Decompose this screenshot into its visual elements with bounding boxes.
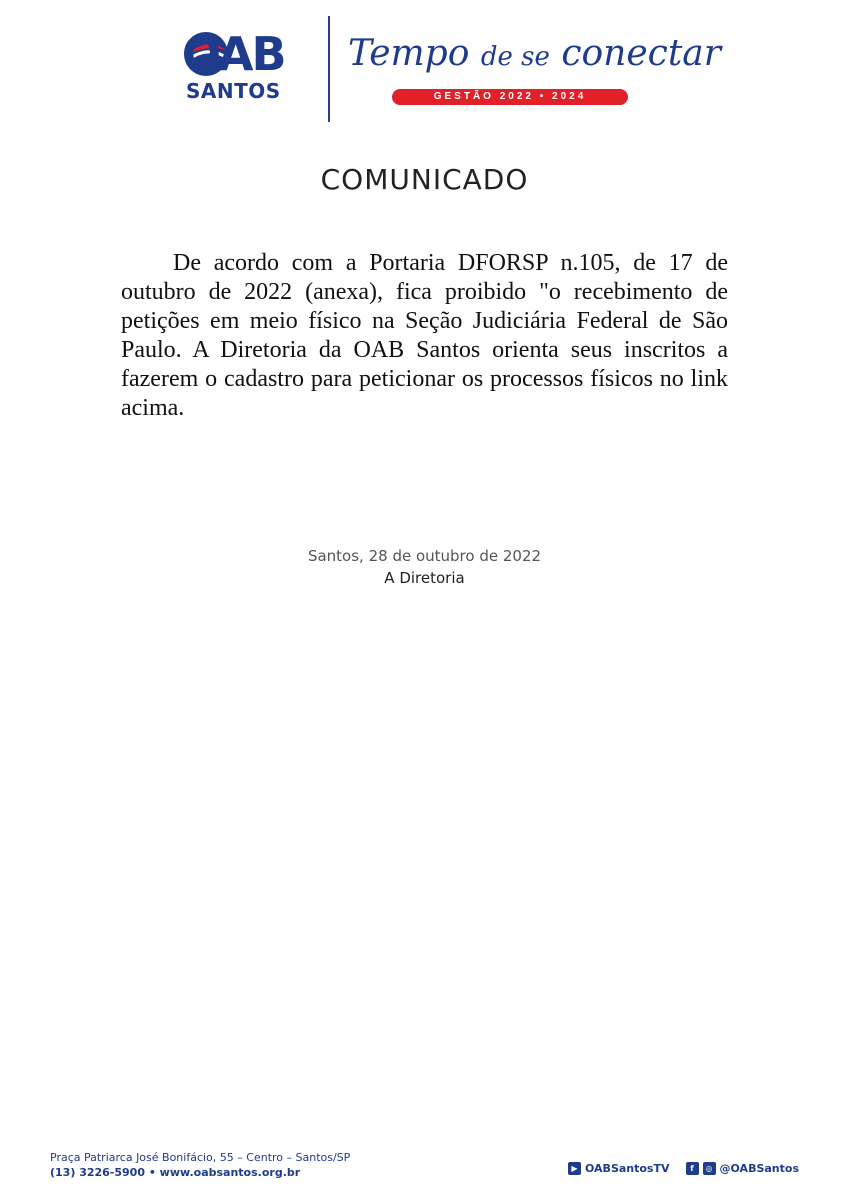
oab-letters-text: OAB: [182, 27, 285, 81]
header-divider: [328, 16, 330, 122]
footer-phone-website: (13) 3226-5900 • www.oabsantos.org.br: [50, 1166, 301, 1179]
document-title: COMUNICADO: [320, 163, 529, 196]
oab-logo-city: SANTOS: [186, 79, 281, 103]
slogan-word-2: de se: [480, 42, 550, 72]
facebook-icon: f: [686, 1162, 699, 1175]
signature-date: Santos, 28 de outubro de 2022: [307, 547, 542, 565]
oab-logo-letters: [182, 27, 302, 81]
instagram-icon: ◎: [703, 1162, 716, 1175]
footer-social: [568, 1160, 799, 1176]
document-body: De acordo com a Portaria DFORSP n.105, de 17 de outubro de 2022 (anexa), fica proibido "o recebimento de petições em meio físico na Seção Judiciária Federal de São Paulo. A Diretoria da OAB Santos orienta seus inscritos a fazerem o cadastro para peticionar os processos físicos no link acima.: [121, 250, 728, 421]
slogan: [348, 28, 721, 84]
youtube-handle: OABSantosTV: [584, 1161, 670, 1175]
signature-author: A Diretoria: [384, 569, 465, 587]
youtube-icon: ▶: [568, 1162, 581, 1175]
oab-santos-logo: [182, 27, 302, 104]
management-period-badge: GESTÃO 2022 • 2024: [392, 89, 628, 105]
slogan-word-1: Tempo: [348, 33, 470, 74]
social-handle: @OABSantos: [719, 1161, 799, 1175]
footer-contact-info: [50, 1150, 450, 1180]
slogan-word-3: conectar: [561, 33, 721, 74]
footer-address: Praça Patriarca José Bonifácio, 55 – Centro – Santos/SP: [50, 1151, 351, 1164]
